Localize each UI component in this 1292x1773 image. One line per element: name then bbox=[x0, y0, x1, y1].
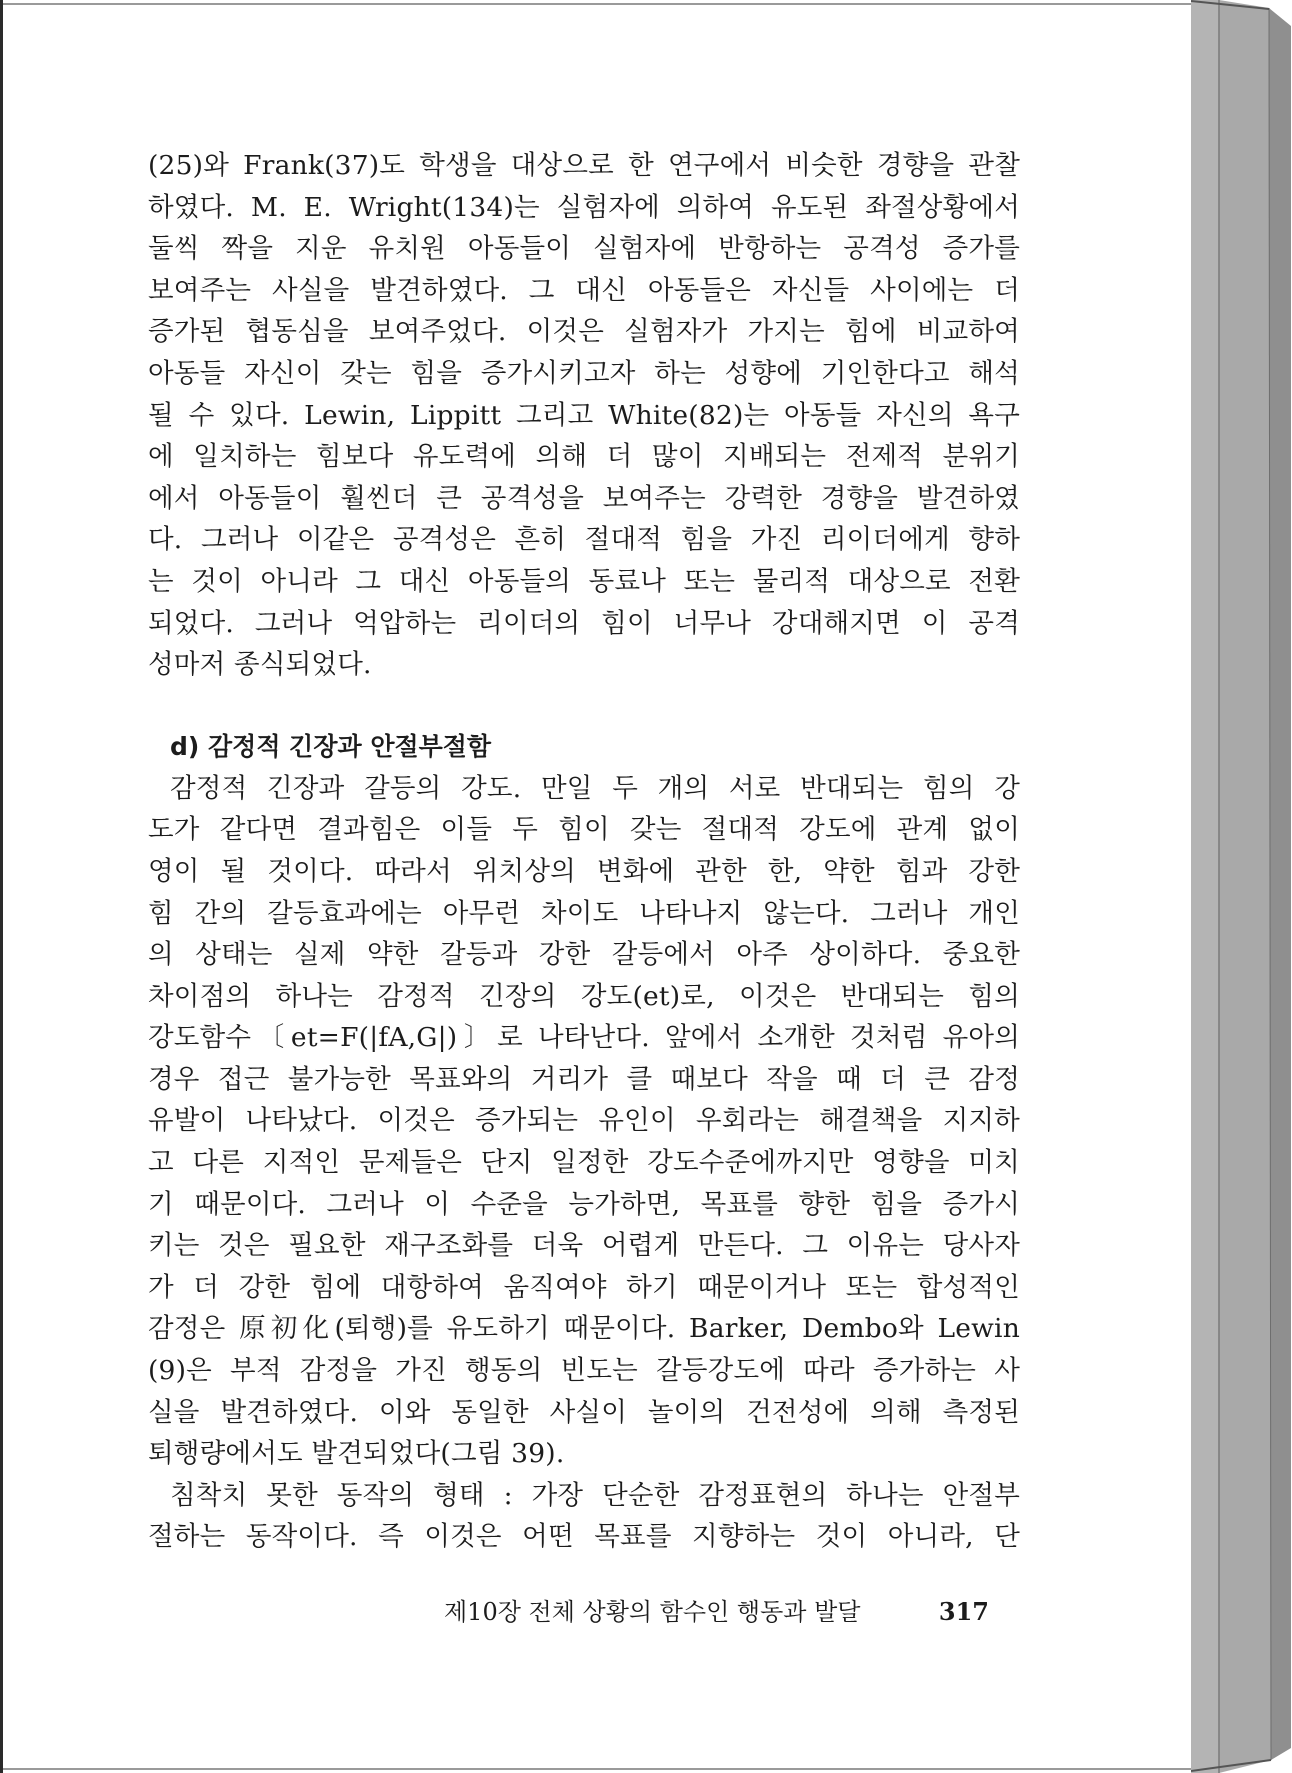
text-line: 퇴행량에서도 발견되었다(그림 39). bbox=[148, 1438, 565, 1470]
text-line: 키는 것은 필요한 재구조화를 더욱 어렵게 만든다. 그 이유는 당사자 bbox=[148, 1230, 1020, 1262]
text-line: 성마저 종식되었다. bbox=[148, 649, 372, 681]
text-line: 감정은 原初化(퇴행)를 유도하기 때문이다. Barker, Dembo와 Lewin bbox=[148, 1313, 1020, 1345]
text-line: 의 상태는 실제 약한 갈등과 강한 갈등에서 아주 상이하다. 중요한 bbox=[148, 939, 1020, 971]
text-line: 차이점의 하나는 감정적 긴장의 강도(et)로, 이것은 반대되는 힘의 bbox=[148, 980, 1020, 1012]
text-line: 절하는 동작이다. 즉 이것은 어떤 목표를 지향하는 것이 아니라, 단 bbox=[148, 1521, 1020, 1553]
text-line: 경우 접근 불가능한 목표와의 거리가 클 때보다 작을 때 더 큰 감정 bbox=[148, 1063, 1020, 1095]
body-text bbox=[148, 145, 1020, 1558]
text-line: 에 일치하는 힘보다 유도력에 의해 더 많이 지배되는 전제적 분위기 bbox=[148, 441, 1020, 473]
page-number: 317 bbox=[938, 1597, 989, 1626]
running-title: 제10장 전체 상황의 함수인 행동과 발달 bbox=[444, 1598, 861, 1626]
text-line: 다. 그러나 이같은 공격성은 흔히 절대적 힘을 가진 리이더에게 향하 bbox=[148, 524, 1020, 556]
paragraph-1 bbox=[148, 145, 1020, 686]
text-line: 유발이 나타났다. 이것은 증가되는 유인이 우회라는 해결책을 지지하 bbox=[148, 1105, 1020, 1137]
text-line: 침착치 못한 동작의 형태 : 가장 단순한 감정표현의 하나는 안절부 bbox=[170, 1479, 1020, 1511]
text-line: 기 때문이다. 그러나 이 수준을 능가하면, 목표를 향한 힘을 증가시 bbox=[148, 1188, 1020, 1220]
text-line: 힘 간의 갈등효과에는 아무런 차이도 나타나지 않는다. 그러나 개인 bbox=[148, 897, 1020, 929]
text-line: 될 수 있다. Lewin, Lippitt 그리고 White(82)는 아동들 자신의 욕구 bbox=[148, 399, 1020, 431]
text-line: 보여주는 사실을 발견하였다. 그 대신 아동들은 자신들 사이에는 더 bbox=[148, 274, 1020, 306]
text-line: 에서 아동들이 훨씬더 큰 공격성을 보여주는 강력한 경향을 발견하였 bbox=[148, 482, 1020, 514]
text-line: 고 다른 지적인 문제들은 단지 일정한 강도수준에까지만 영향을 미치 bbox=[148, 1147, 1020, 1179]
text-line: 하였다. M. E. Wright(134)는 실험자에 의하여 유도된 좌절상황에서 bbox=[148, 191, 1020, 223]
book-edge-graphic bbox=[1191, 0, 1292, 1773]
text-line: 도가 같다면 결과힘은 이들 두 힘이 갖는 절대적 강도에 관계 없이 bbox=[148, 814, 1020, 846]
text-line: 영이 될 것이다. 따라서 위치상의 변화에 관한 한, 약한 힘과 강한 bbox=[148, 855, 1020, 887]
text-line: 실을 발견하였다. 이와 동일한 사실이 놀이의 건전성에 의해 측정된 bbox=[148, 1396, 1020, 1428]
paragraph-2 bbox=[148, 768, 1020, 1475]
section-heading: d) 감정적 긴장과 안절부절함 bbox=[170, 731, 492, 761]
text-line: (9)은 부적 감정을 가진 행동의 빈도는 갈등강도에 따라 증가하는 사 bbox=[148, 1355, 1020, 1387]
page-footer bbox=[444, 1592, 989, 1632]
text-line: 둘씩 짝을 지운 유치원 아동들이 실험자에 반항하는 공격성 증가를 bbox=[148, 233, 1020, 265]
paragraph-gap bbox=[148, 686, 1020, 726]
text-line: (25)와 Frank(37)도 학생을 대상으로 한 연구에서 비슷한 경향을 관찰 bbox=[148, 150, 1020, 181]
paragraph-3 bbox=[148, 1475, 1020, 1558]
text-line: 되었다. 그러나 억압하는 리이더의 힘이 너무나 강대해지면 이 공격 bbox=[148, 607, 1020, 639]
text-line: 가 더 강한 힘에 대항하여 움직여야 하기 때문이거나 또는 합성적인 bbox=[148, 1271, 1020, 1303]
text-line: 감정적 긴장과 갈등의 강도. 만일 두 개의 서로 반대되는 힘의 강 bbox=[170, 772, 1020, 804]
text-line: 강도함수〔et=F(|fA,G|)〕로 나타난다. 앞에서 소개한 것처럼 유아의 bbox=[148, 1022, 1020, 1054]
text-line: 아동들 자신이 갖는 힘을 증가시키고자 하는 성향에 기인한다고 해석 bbox=[148, 357, 1020, 389]
text-line: 증가된 협동심을 보여주었다. 이것은 실험자가 가지는 힘에 비교하여 bbox=[148, 316, 1020, 348]
text-line: 는 것이 아니라 그 대신 아동들의 동료나 또는 물리적 대상으로 전환 bbox=[148, 565, 1020, 597]
